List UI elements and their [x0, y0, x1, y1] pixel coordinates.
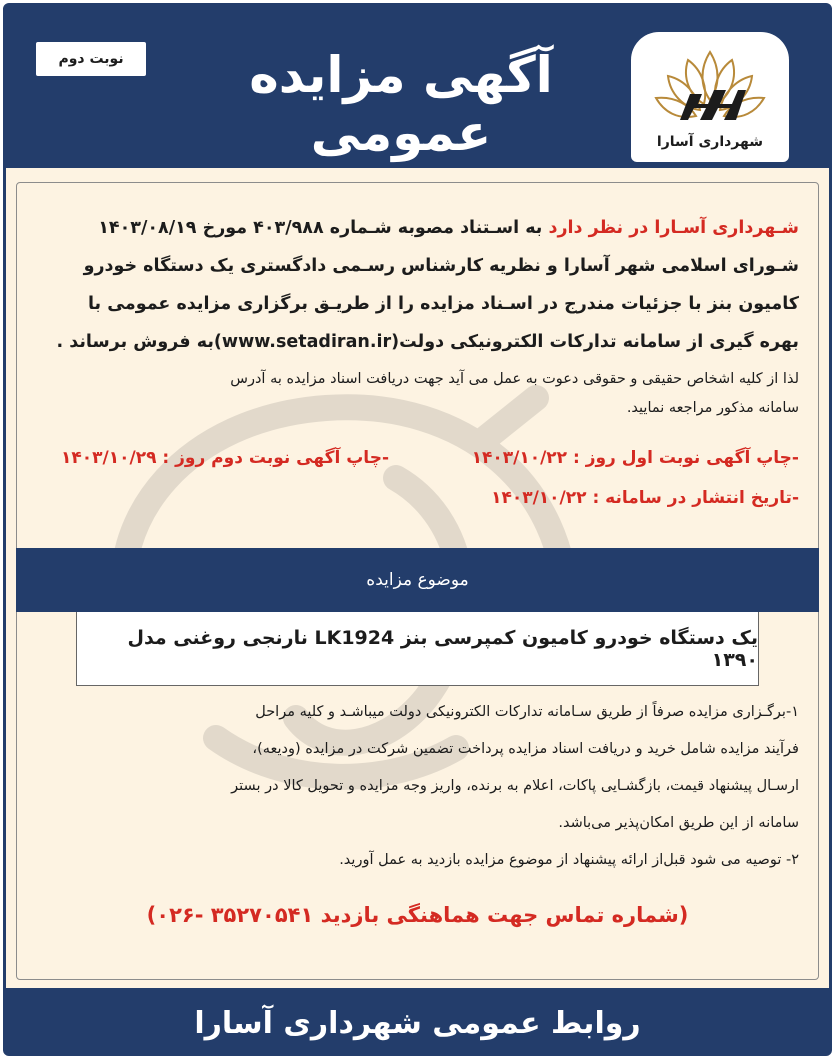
- lotus-logo-icon: [650, 46, 770, 134]
- intro-line-1: [98, 218, 799, 238]
- header: [6, 6, 829, 168]
- notice-body: [6, 168, 829, 988]
- edition-badge: نوبت دوم: [36, 42, 146, 76]
- footer: [6, 988, 829, 1056]
- logo-text: شهرداری آسارا: [656, 134, 764, 150]
- condition-1-line-4: سامانه از این طریق امکان‌پذیر می‌باشد.: [558, 815, 799, 831]
- condition-1-line-3: ارسـال پیشنهاد قیمت، بازگشـایی پاکات، اعلام به برنده، واریز وجه مزایده و تحویل کالا در بستر: [231, 778, 799, 794]
- intro-line-1-rest: به اسـتناد مصوبه شـماره ۴۰۳/۹۸۸ مورخ ۱۴۰۳/۰۸/۱۹: [98, 218, 543, 238]
- footer-text: روابط عمومی شهرداری آسارا: [194, 1006, 641, 1041]
- intro-line-4: بهره گیری از سامانه تدارکات الکترونیکی دولت(www.setadiran.ir)به فروش برساند .: [56, 332, 799, 352]
- page-title: آگهی مزایده عمومی: [249, 46, 553, 162]
- subject-heading: موضوع مزایده: [16, 548, 819, 612]
- notice-frame: [3, 3, 832, 1056]
- municipality-logo: [631, 32, 789, 162]
- subject-text: یک دستگاه خودرو کامیون کمپرسی بنز LK1924 نارنجی روغنی مدل ۱۳۹۰: [76, 612, 759, 686]
- intro-line-3: کامیون بنز با جزئیات مندرج در اسـناد مزایده را از طریـق برگزاری مزایده عمومی با: [87, 294, 799, 314]
- publish-date: -تاریخ انتشار در سامانه : ۱۴۰۳/۱۰/۲۲: [491, 488, 799, 508]
- intro-line-5: لذا از کلیه اشخاص حقیقی و حقوقی دعوت به عمل می آید جهت دریافت اسناد مزایده به آدرس: [230, 371, 799, 387]
- condition-1-line-1: ۱-برگـزاری مزایده صرفاً از طریق سـامانه تدارکات الکترونیکی دولت میباشـد و کلیه مراحل: [255, 704, 799, 720]
- second-print-date: -چاپ آگهی نوبت دوم روز : ۱۴۰۳/۱۰/۲۹: [61, 448, 389, 468]
- intro-line-2: شـورای اسلامی شهر آسارا و نظریه کارشناس رسـمی دادگستری یک دستگاه خودرو: [83, 256, 799, 276]
- first-print-date: -چاپ آگهی نوبت اول روز : ۱۴۰۳/۱۰/۲۲: [471, 448, 799, 468]
- condition-2: ۲- توصیه می شود قبل‌از ارائه پیشنهاد از موضوع مزایده بازدید به عمل آورید.: [339, 852, 799, 868]
- contact-phone: (شماره تماس جهت هماهنگی بازدید ۳۵۲۷۰۵۴۱ -۰۲۶): [146, 903, 689, 927]
- intro-line-6: سامانه مذکور مراجعه نمایید.: [626, 400, 799, 416]
- intro-highlight: شـهرداری آسـارا در نظر دارد: [548, 218, 799, 238]
- condition-1-line-2: فرآیند مزایده شامل خرید و دریافت اسناد مزایده پرداخت تضمین شرکت در مزایده (ودیعه)،: [252, 741, 799, 757]
